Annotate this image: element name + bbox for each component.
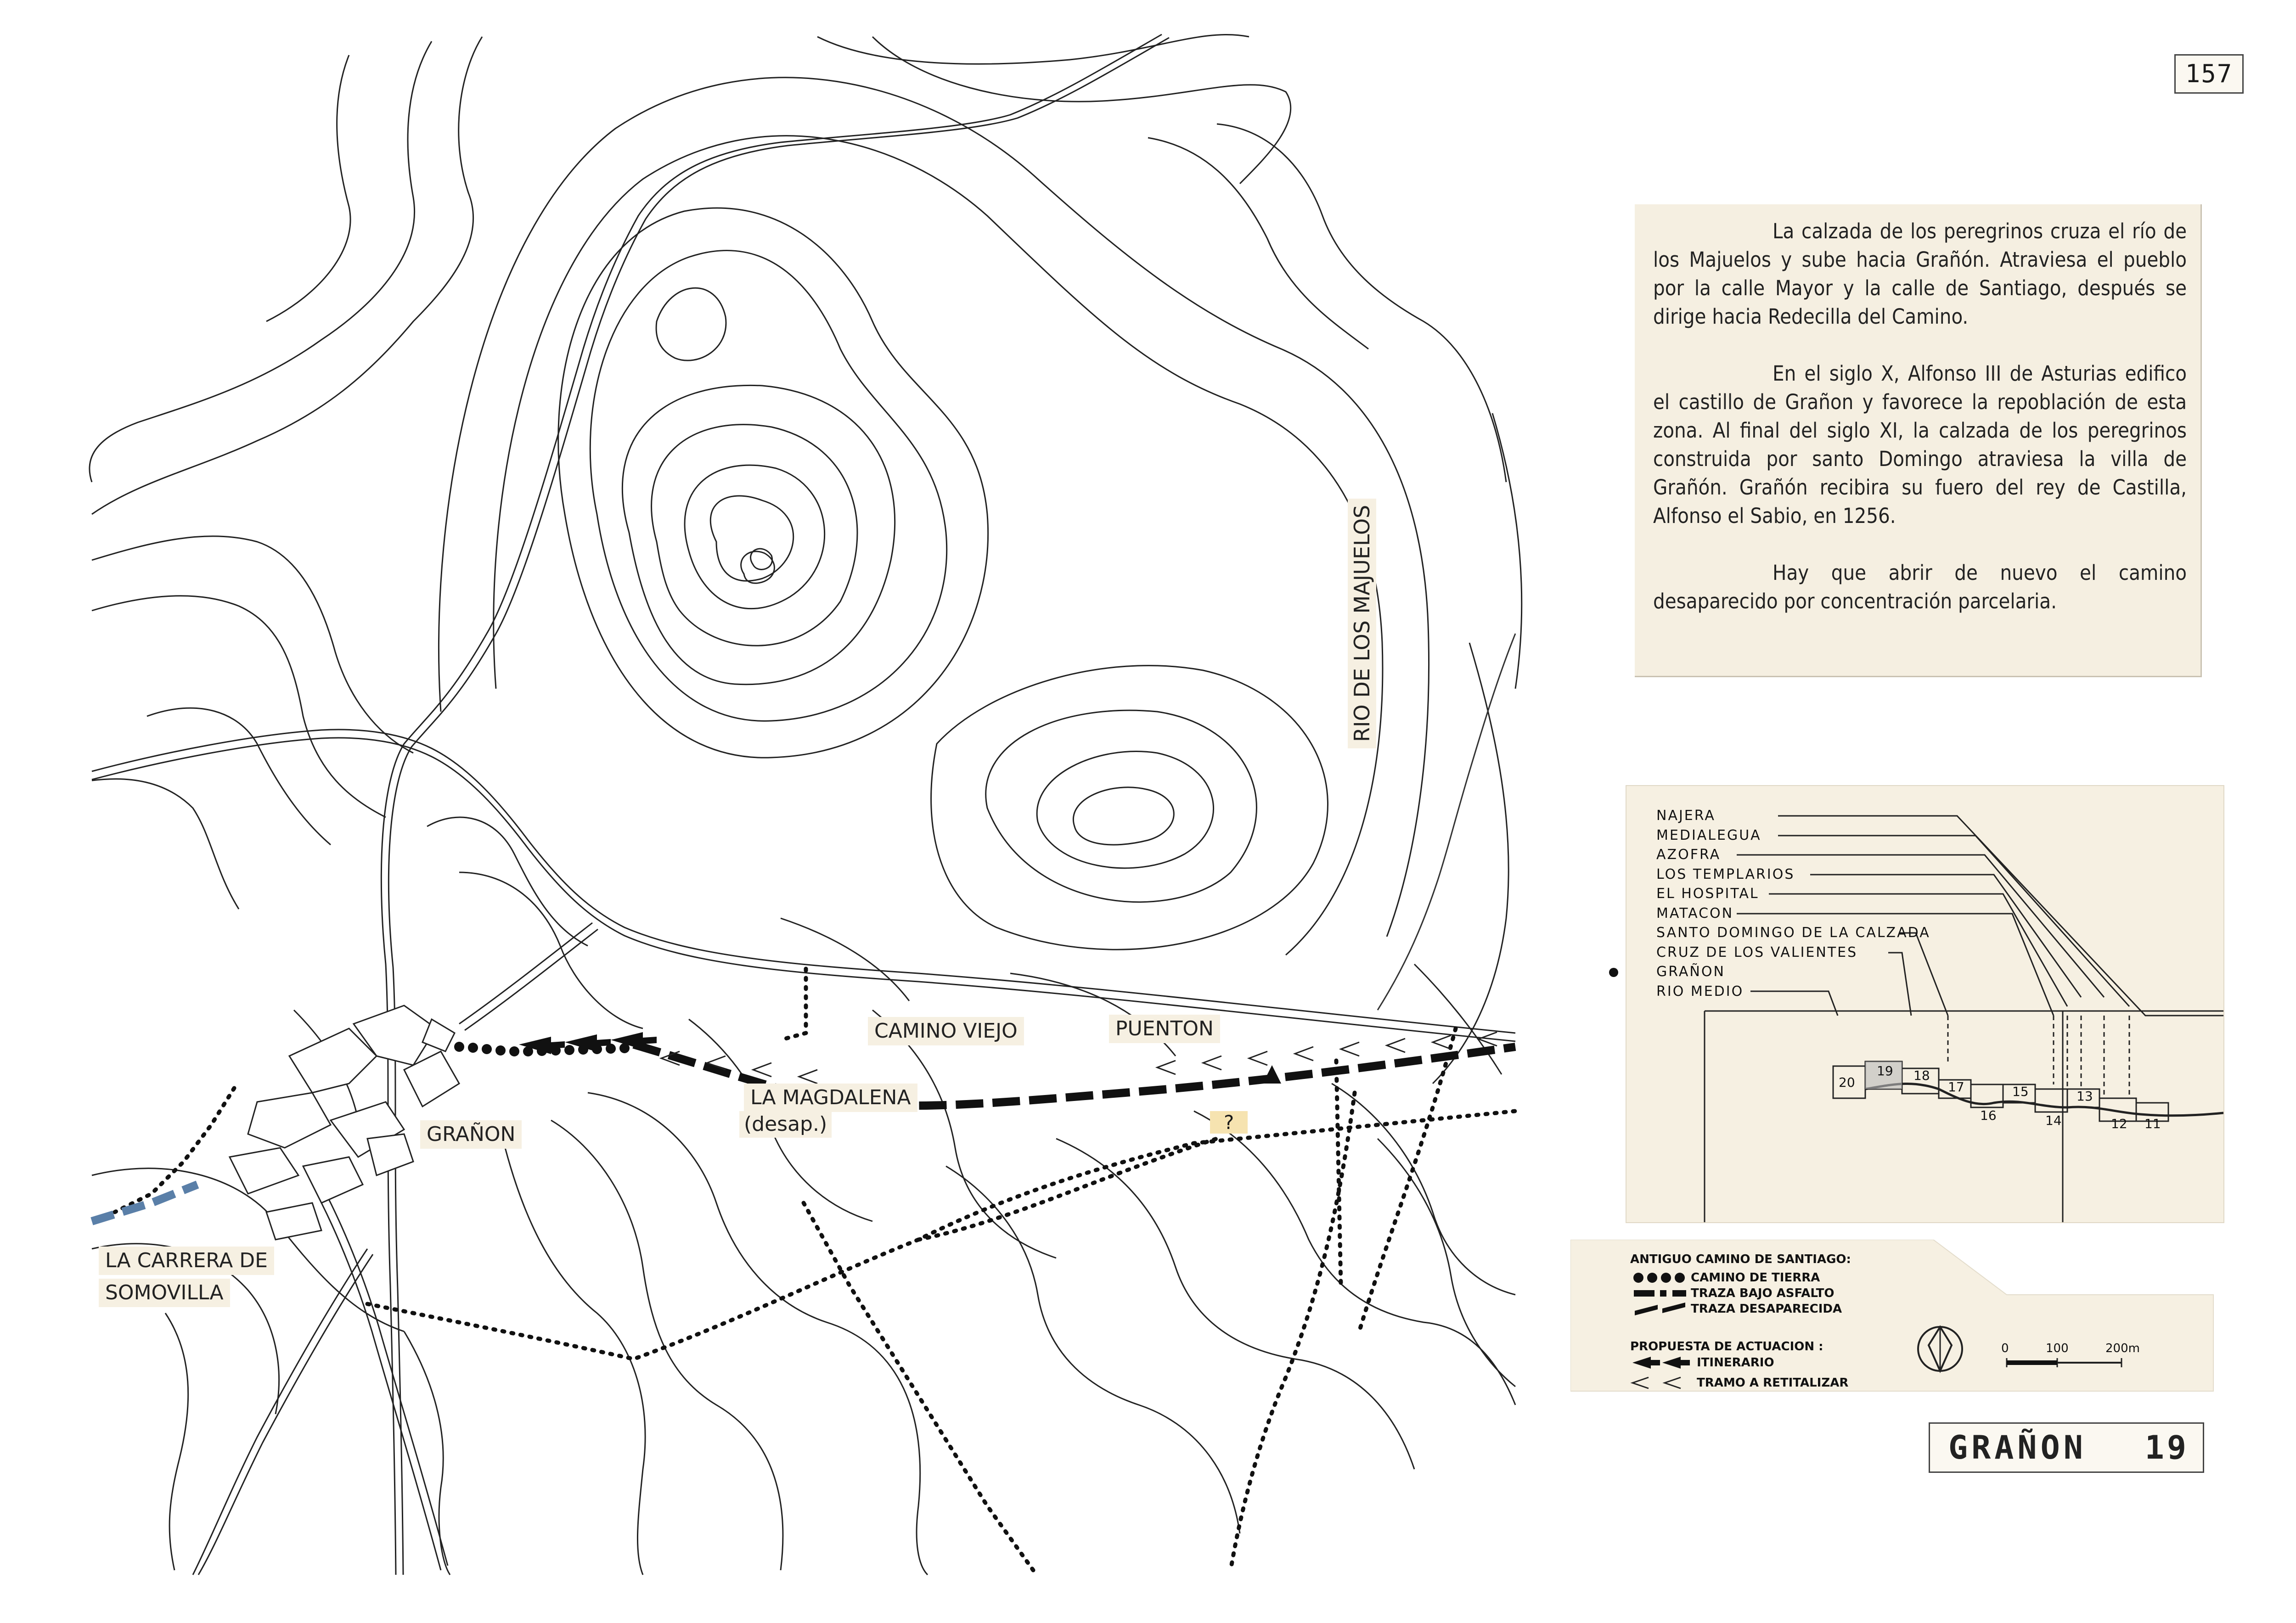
stage-number: 15 [2012, 1084, 2029, 1099]
scale-bar-segment [2007, 1360, 2057, 1365]
village-block [266, 1203, 321, 1240]
road [388, 38, 1169, 1575]
contour-line [781, 918, 909, 1001]
legend-proposal-item: ITINERARIO [1697, 1356, 1774, 1370]
village-block [367, 1134, 413, 1175]
stage-label: MATACON [1656, 905, 1734, 921]
revitalize-mark [753, 1063, 771, 1077]
contour-line [656, 288, 726, 360]
sheet-title-number: 19 [2144, 1429, 2189, 1466]
legend-asphalt-mark [1634, 1290, 1654, 1297]
stage-label: MEDIALEGUA [1656, 827, 1761, 843]
label-carrera-line2: SOMOVILLA [99, 1279, 230, 1307]
scale-label: 200m [2105, 1342, 2140, 1355]
contour-line [1037, 752, 1213, 868]
sheet-title-name: GRAÑON [1948, 1429, 2087, 1466]
dotted-path [115, 1088, 234, 1212]
description-paragraph: En el siglo X, Alfonso III de Asturias edifico el castillo de Grañon y favorece la repoblación de esta zona. Al final del siglo XI, la calzada de los peregrinos construida por santo Domingo atraviesa la villa de Grañón. Grañón recibira su fuero del rey de Castilla, Alfonso el Sabio, en 1256. [1653, 361, 2187, 528]
contour-line [710, 496, 793, 581]
legend-proposal-heading: PROPUESTA DE ACTUACION : [1630, 1340, 1823, 1353]
contour-line [931, 666, 1328, 950]
legend-heading: ANTIGUO CAMINO DE SANTIAGO: [1630, 1252, 1851, 1266]
landmark-triangle [1263, 1065, 1281, 1084]
camino-dot [454, 1042, 464, 1052]
road [92, 730, 1515, 1033]
camino-dot [495, 1045, 506, 1056]
leader-line [1778, 816, 2223, 1016]
stage-number: 14 [2045, 1113, 2062, 1128]
leader-line [1888, 953, 1911, 1016]
dotted-path [367, 1111, 1515, 1359]
legend-item: CAMINO DE TIERRA [1691, 1271, 1820, 1285]
camino-dot [482, 1044, 492, 1054]
contour-line [1378, 1139, 1515, 1387]
road [328, 1198, 448, 1566]
revitalize-mark [799, 1070, 817, 1084]
dotted-path [1231, 1093, 1355, 1570]
stage-number: 13 [2077, 1089, 2093, 1104]
revitalize-mark [1157, 1061, 1176, 1074]
contour-line [494, 136, 1383, 955]
contour-line [622, 385, 895, 684]
road [459, 923, 592, 1024]
stage-number: 18 [1913, 1068, 1930, 1083]
contour-line [872, 1010, 1056, 1258]
stage-number: 12 [2111, 1116, 2127, 1131]
contour-line [1194, 1111, 1515, 1405]
label-rio-majuelos: RIO DE LOS MAJUELOS [1348, 499, 1376, 748]
dotted-path [918, 1139, 1217, 1240]
river-line [1378, 634, 1515, 1010]
legend-dot [1675, 1273, 1685, 1283]
stage-label: SANTO DOMINGO DE LA CALZADA [1656, 925, 1930, 941]
revitalize-mark [1249, 1051, 1267, 1065]
contour-line [1073, 787, 1174, 845]
scale-label: 0 [2001, 1342, 2009, 1355]
label-magdalena: LA MAGDALENA [744, 1084, 917, 1112]
contour-line [652, 425, 857, 646]
label-carrera-line1: LA CARRERA DE [99, 1247, 274, 1275]
contour-line [1433, 643, 1508, 1084]
legend-item: TRAZA BAJO ASFALTO [1691, 1286, 1835, 1300]
contour-line [90, 41, 432, 482]
revitalize-mark [1203, 1056, 1221, 1070]
label-question-mark: ? [1210, 1111, 1248, 1134]
page-number: 157 [2174, 54, 2244, 94]
revitalize-mark [1295, 1047, 1313, 1061]
stage-label: CRUZ DE LOS VALIENTES [1656, 944, 1858, 960]
sheet-title [1929, 1422, 2204, 1473]
label-granon: GRAÑON [420, 1120, 522, 1149]
contour-line [266, 55, 350, 321]
legend-dot [1661, 1273, 1671, 1283]
contour-line [92, 37, 482, 514]
leader-line [1900, 933, 1948, 1016]
legend-asphalt-mark [1660, 1290, 1666, 1297]
village-block [248, 1093, 331, 1148]
dotted-path [1336, 1061, 1341, 1286]
map-legend [1570, 1240, 2223, 1410]
contour-line [817, 34, 1249, 64]
stage-label: RIO MEDIO [1656, 983, 1744, 1000]
scale-label: 100 [2046, 1342, 2069, 1355]
stage-number: 11 [2144, 1116, 2161, 1131]
stages-diagram [1626, 785, 2224, 1223]
stage-number: 19 [1877, 1063, 1893, 1078]
revitalize-mark [1387, 1039, 1405, 1052]
description-paragraph: Hay que abrir de nuevo el camino desaparecido por concentración parcelaria. [1653, 561, 2187, 613]
description-paragraph: La calzada de los peregrinos cruza el río de los Majuelos y sube hacia Grañón. Atraviesa el pueblo por la calle Mayor y la calle de Santiago, después se dirige hacia Redecilla del Camino. [1653, 219, 2187, 329]
stage-label: AZOFRA [1656, 847, 1721, 863]
stage-number: 16 [1980, 1108, 1997, 1123]
contour-line [404, 1331, 450, 1575]
revitalize-mark [1341, 1042, 1359, 1056]
dotted-path [804, 1203, 1033, 1570]
road [321, 1203, 441, 1570]
village-block [303, 1157, 363, 1203]
contour-line [588, 1093, 928, 1575]
contour-line [1056, 1139, 1414, 1469]
description-box [1635, 204, 2202, 677]
contour-line [92, 779, 239, 909]
contour-line [165, 1313, 188, 1570]
label-puenton: PUENTON [1109, 1015, 1220, 1043]
camino-dot [468, 1043, 478, 1053]
stage-number: 17 [1948, 1079, 1964, 1095]
legend-dot [1633, 1273, 1643, 1283]
legend-item: TRAZA DESAPARECIDA [1691, 1302, 1842, 1316]
contour-line [439, 78, 1429, 937]
dotted-path [781, 969, 806, 1040]
camino-dot [509, 1046, 519, 1056]
west-trace [92, 1185, 197, 1221]
revitalize-mark [1433, 1035, 1451, 1049]
leader-line [1778, 836, 2129, 1006]
label-camino-viejo: CAMINO VIEJO [868, 1017, 1024, 1045]
contour-line [1217, 124, 1506, 482]
village-block [230, 1148, 298, 1194]
contour-line [685, 465, 825, 609]
contour-line [92, 596, 386, 817]
contour-line [551, 1120, 783, 1570]
contour-line [92, 536, 413, 753]
contour-line [459, 872, 643, 1028]
contour-line [505, 1148, 645, 1575]
leader-line [1750, 991, 1838, 1016]
contour-line [1492, 413, 1522, 689]
dotted-path [1359, 1028, 1456, 1331]
road [92, 738, 1515, 1041]
stage-label: NAJERA [1656, 808, 1716, 824]
stage-label: LOS TEMPLARIOS [1656, 866, 1795, 882]
stage-label-current: GRAÑON [1656, 964, 1725, 980]
label-magdalena-note: (desap.) [739, 1111, 832, 1138]
stage-number: 20 [1839, 1075, 1855, 1090]
legend-asphalt-mark [1672, 1290, 1686, 1297]
current-stage-bullet [1609, 968, 1618, 977]
contour-line [147, 708, 331, 845]
legend-proposal-item: TRAMO A RETITALIZAR [1697, 1376, 1849, 1390]
legend-dot [1647, 1273, 1657, 1283]
contour-line [590, 251, 946, 721]
stage-label: EL HOSPITAL [1656, 886, 1759, 902]
road [381, 34, 1162, 1575]
camino-dot [564, 1045, 574, 1055]
contour-line [986, 710, 1257, 902]
